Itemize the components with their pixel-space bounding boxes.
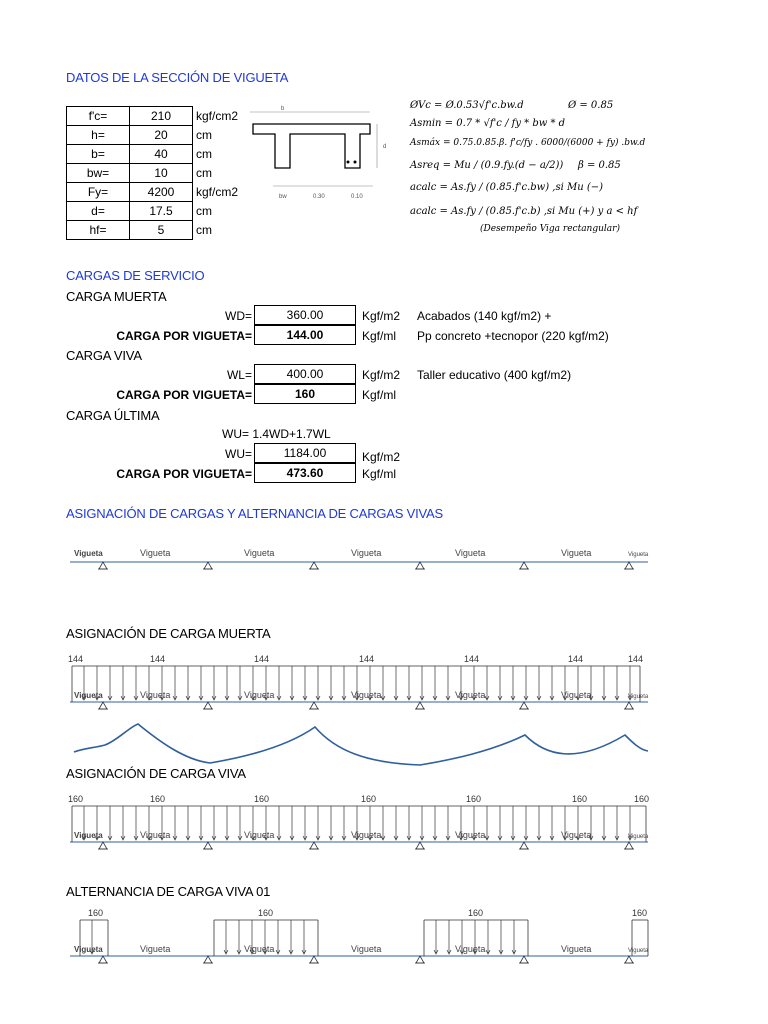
support-icon [416,842,424,849]
cv-title: ASIGNACIÓN DE CARGA VIVA [66,766,246,781]
load-value: 160 [466,794,482,804]
wu-label: WU= [225,447,252,461]
support-icon [204,702,212,709]
property-row [67,202,257,221]
beam-label: Vigueta [455,944,486,954]
support-icon [416,702,424,709]
property-value: 20 [130,126,193,145]
support-icon [520,842,528,849]
support-icon [204,842,212,849]
beam-label: Vigueta [561,944,592,954]
property-name: b= [67,145,130,164]
wd-label: WD= [225,309,252,323]
cv-per-vigueta-unit: Kgf/ml [362,388,397,402]
beam-label: Vigueta [351,690,382,700]
support-icon [204,562,212,569]
load-value: 160 [361,794,377,804]
beam-label: Vigueta [244,830,275,840]
beam-label: Vigueta [628,552,649,558]
beam-label: Vigueta [140,830,171,840]
live-load-diagram [0,792,768,852]
support-icon [520,956,528,963]
support-icon [625,702,633,709]
support-icon [625,842,633,849]
sketch-dim1: 0.30 [313,194,325,200]
beam-label: Vigueta [628,694,649,700]
support-icon [520,562,528,569]
load-value: 160 [632,908,648,918]
property-unit: cm [196,223,212,237]
wl-note: Taller educativo (400 kgf/m2) [417,368,572,382]
section-title: DATOS DE LA SECCIÓN DE VIGUETA [66,70,289,85]
beam-label: Vigueta [351,944,382,954]
wu-unit: Kgf/m2 [362,450,401,464]
asignacion-title: ASIGNACIÓN DE CARGAS Y ALTERNANCIA DE CARGAS VIVAS [66,506,443,521]
property-row [67,183,257,202]
formula-asreq: Asreq = Mu / (0.9.fy.(d − a/2)) [410,160,564,171]
beam-label: Vigueta [561,830,592,840]
sketch-dim2: 0.10 [351,194,363,200]
beam-label: Vigueta [74,945,103,954]
properties-table [66,106,257,240]
wd-unit: Kgf/m2 [362,309,401,323]
property-unit: kgf/cm2 [196,109,239,123]
property-row [67,126,257,145]
support-icon [625,956,633,963]
property-row [67,164,257,183]
load-value: 144 [464,654,480,664]
carga-ultima-title: CARGA ÚLTIMA [66,408,160,423]
property-unit: cm [196,204,212,218]
formula-vc: ØVc = Ø.0.53√f'c.bw.d [410,100,524,111]
property-unit: cm [196,147,212,161]
wu-value: 1184.00 [254,443,356,463]
support-icon [520,702,528,709]
property-row [67,107,257,126]
support-icon [99,702,107,709]
property-row [67,221,257,240]
beam-label: Vigueta [455,830,486,840]
load-value: 160 [468,908,484,918]
support-icon [310,702,318,709]
support-icon [416,562,424,569]
beam-label: Vigueta [140,944,171,954]
support-icon [99,842,107,849]
formula-acalc-pos: acalc = As.fy / (0.85.f'c.b) ,si Mu (+) y a < hf [410,206,638,217]
beam-label: Vigueta [140,548,171,558]
property-name: f'c= [67,107,130,126]
formula-asmin: Asmin = 0.7 * √f'c / fy * bw * d [410,118,566,129]
wd-value: 360.00 [254,305,356,325]
property-row [67,145,257,164]
wu-combination: WU= 1.4WD+1.7WL [222,427,331,441]
cm-per-vigueta-value: 144.00 [254,325,356,345]
beam-label: Vigueta [628,834,649,840]
property-name: d= [67,202,130,221]
formula-phi: Ø = 0.85 [568,100,614,111]
moment-curve [74,724,648,765]
sketch-d-label: d [383,144,387,150]
load-value: 144 [568,654,584,664]
cargas-title: CARGAS DE SERVICIO [66,268,205,283]
cu-per-vigueta-label: CARGA POR VIGUETA= [116,467,252,481]
property-value: 17.5 [130,202,193,221]
beam-label: Vigueta [628,948,649,954]
beam-label: Vigueta [561,690,592,700]
cm-note: Pp concreto +tecnopor (220 kgf/m2) [417,329,609,343]
formula-acalc-neg: acalc = As.fy / (0.85.f'c.bw) ,si Mu (−) [410,182,604,193]
cu-per-vigueta-value: 473.60 [254,463,356,483]
beam-label: Vigueta [561,548,592,558]
wl-unit: Kgf/m2 [362,368,401,382]
property-value: 40 [130,145,193,164]
load-value: 160 [258,908,274,918]
cv-per-vigueta-value: 160 [254,384,356,404]
wl-value: 400.00 [254,364,356,384]
beam-label: Vigueta [351,548,382,558]
carga-muerta-title: CARGA MUERTA [66,289,167,304]
support-icon [99,562,107,569]
support-icon [310,842,318,849]
property-unit: cm [196,166,212,180]
load-value: 160 [150,794,166,804]
cm-per-vigueta-unit: Kgf/ml [362,329,397,343]
formula-note: (Desempeño Viga rectangular) [480,224,620,234]
beam-label: Vigueta [455,690,486,700]
formula-asmax: Asmáx = 0.75.0.85.β. f'c/fy . 6000/(6000 + fy) .bw.d [410,138,646,148]
property-unit: kgf/cm2 [196,185,239,199]
beam-label: Vigueta [244,944,275,954]
wl-label: WL= [226,368,252,382]
cv-per-vigueta-label: CARGA POR VIGUETA= [116,388,252,402]
property-name: Fy= [67,183,130,202]
property-name: h= [67,126,130,145]
property-value: 10 [130,164,193,183]
beam-model [0,540,768,580]
support-icon [310,956,318,963]
property-value: 5 [130,221,193,240]
sketch-bw-label: bw [279,194,287,200]
load-value: 160 [572,794,588,804]
cu-per-vigueta-unit: Kgf/ml [362,467,397,481]
carga-viva-title: CARGA VIVA [66,348,142,363]
support-icon [204,956,212,963]
alternating-load-diagram [0,906,768,966]
beam-label: Vigueta [74,831,103,840]
property-name: bw= [67,164,130,183]
load-value: 144 [359,654,375,664]
load-value: 160 [68,794,84,804]
alt-title: ALTERNANCIA DE CARGA VIVA 01 [66,884,271,899]
sketch-b-label: b [281,106,285,112]
cm-per-vigueta-label: CARGA POR VIGUETA= [116,329,252,343]
support-icon [416,956,424,963]
support-icon [310,562,318,569]
support-icon [625,562,633,569]
load-value: 160 [254,794,270,804]
beam-label: Vigueta [244,690,275,700]
beam-label: Vigueta [244,548,275,558]
load-value: 160 [88,908,104,918]
support-icon [99,956,107,963]
wd-note: Acabados (140 kgf/m2) + [417,309,552,323]
load-value: 144 [628,654,644,664]
load-value: 144 [68,654,84,664]
dead-load-diagram [0,652,768,712]
formula-beta: β = 0.85 [578,160,621,171]
cm-title: ASIGNACIÓN DE CARGA MUERTA [66,626,271,641]
property-unit: cm [196,128,212,142]
property-name: hf= [67,221,130,240]
load-value: 160 [634,794,650,804]
beam-label: Vigueta [455,548,486,558]
beam-label: Vigueta [140,690,171,700]
property-value: 4200 [130,183,193,202]
section-sketch [245,100,387,205]
beam-label: Vigueta [74,691,103,700]
property-value: 210 [130,107,193,126]
beam-label: Vigueta [351,830,382,840]
load-value: 144 [150,654,166,664]
load-value: 144 [254,654,270,664]
beam-label: Vigueta [74,549,103,558]
